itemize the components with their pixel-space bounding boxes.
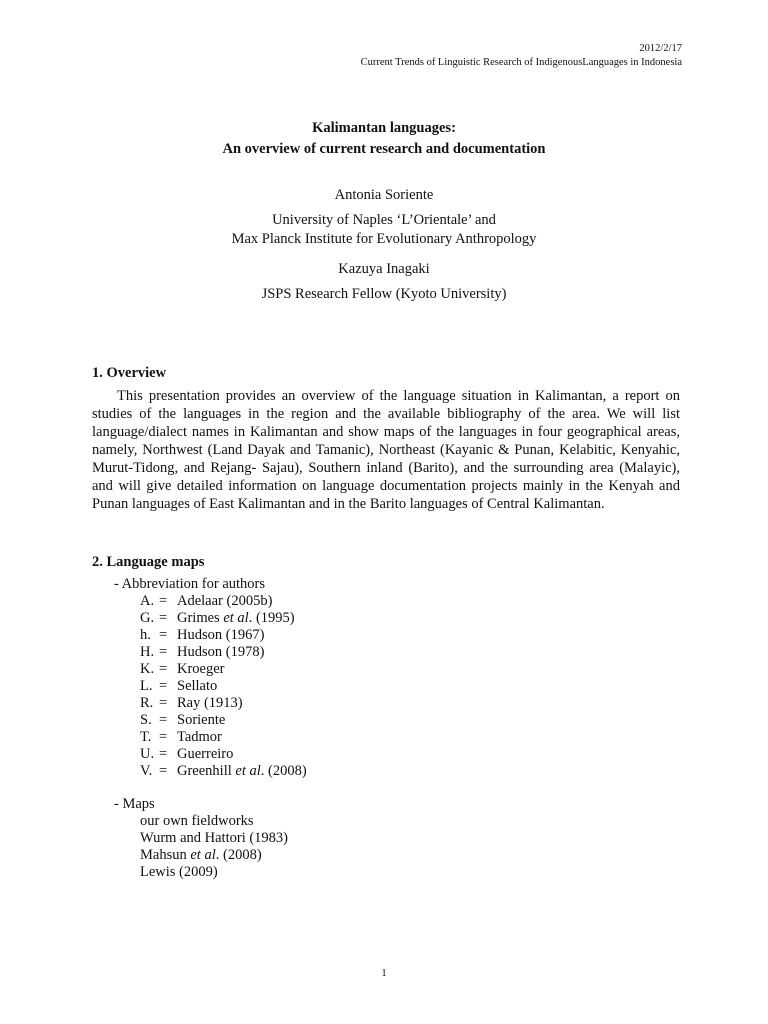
author-text: Greenhill <box>177 763 236 779</box>
abbreviation-author <box>177 661 225 677</box>
abbreviation-author <box>177 712 225 728</box>
author-text: Soriente <box>177 712 226 728</box>
map-source-item <box>140 864 680 881</box>
equals-sign: = <box>159 627 168 643</box>
section-heading: 2. Language maps <box>92 554 205 570</box>
abbreviation-author <box>177 678 217 694</box>
abbreviation-key: V. <box>140 763 153 779</box>
abbreviation-item <box>140 661 680 678</box>
abbreviation-author <box>177 593 272 609</box>
author-text: Ray (1913) <box>177 695 243 711</box>
overview-section <box>92 364 680 513</box>
equals-sign: = <box>159 712 168 728</box>
abbreviation-item <box>140 593 680 610</box>
author-text: Adelaar (2005b) <box>177 593 273 609</box>
abbreviation-author <box>177 627 264 643</box>
maps-list <box>92 813 680 881</box>
overview-paragraph: This presentation provides an overview of the language situation in Kalimantan, a report on studies of the languages in the region and the available bibliography of the area. We will list language/dialect names in Kalimantan and show maps of the languages in four geographical areas, namely, Northwest (Land Dayak and Tamanic), Northeast (Kayanic & Punan, Kelabitic, Kenyahic, Murut-Tidong, and Rejang- Sajau), Southern inland (Barito), and the surrounding area (Malayic), and will give detailed information on language documentation projects mainly in the Kenyah and Punan languages of East Kalimantan and in the Barito languages of Central Kalimantan. <box>92 388 680 512</box>
author-text: Hudson (1978) <box>177 644 265 660</box>
abbreviation-author <box>177 695 243 711</box>
equals-sign: = <box>159 695 168 711</box>
map-source-text: Wurm and Hattori (1983) <box>140 830 289 846</box>
abbreviation-author <box>177 763 307 779</box>
abbreviation-item <box>140 712 680 729</box>
maps-heading: - Maps <box>114 796 155 812</box>
abbreviation-item <box>140 695 680 712</box>
abbreviation-key: S. <box>140 712 152 728</box>
abbreviation-key: T. <box>140 729 152 745</box>
author-affiliation: Max Planck Institute for Evolutionary Anthropology <box>231 231 537 247</box>
abbreviation-author <box>177 610 295 626</box>
abbreviation-key: U. <box>140 746 155 762</box>
section-heading: 1. Overview <box>92 365 167 381</box>
abbreviation-author <box>177 644 264 660</box>
abbreviation-key: H. <box>140 644 155 660</box>
abbreviation-item <box>140 610 680 627</box>
map-source-year-text: . (2008) <box>215 847 262 863</box>
author-year-text: . (1995) <box>248 610 295 626</box>
equals-sign: = <box>159 644 168 660</box>
language-maps-section <box>92 553 680 881</box>
author-text: Hudson (1967) <box>177 627 265 643</box>
author-year-text: . (2008) <box>260 763 307 779</box>
author-affiliation: University of Naples ‘L’Orientale’ and <box>272 212 496 228</box>
equals-sign: = <box>159 610 168 626</box>
abbreviation-list <box>92 593 680 780</box>
abbreviation-item <box>140 763 680 780</box>
abbreviation-author <box>177 746 233 762</box>
abbreviation-key: G. <box>140 610 155 626</box>
map-source-text: Lewis (2009) <box>140 864 218 880</box>
author-text: Guerreiro <box>177 746 234 762</box>
map-source-item <box>140 830 680 847</box>
abbreviations-heading: - Abbreviation for authors <box>114 576 266 592</box>
equals-sign: = <box>159 746 168 762</box>
equals-sign: = <box>159 763 168 779</box>
page-number: 1 <box>381 967 387 979</box>
author-text: Grimes <box>177 610 224 626</box>
author-affiliation: JSPS Research Fellow (Kyoto University) <box>261 286 507 302</box>
header-date: 2012/2/17 <box>639 43 682 54</box>
author-name: Antonia Soriente <box>334 187 434 203</box>
abbreviation-key: L. <box>140 678 153 694</box>
title-line-1: Kalimantan languages: <box>312 120 456 136</box>
abbreviation-item <box>140 746 680 763</box>
equals-sign: = <box>159 729 168 745</box>
abbreviation-key: R. <box>140 695 154 711</box>
equals-sign: = <box>159 661 168 677</box>
title-line-2: An overview of current research and documentation <box>222 141 546 157</box>
author-italic-text: et al <box>223 610 249 626</box>
equals-sign: = <box>159 678 168 694</box>
abbreviation-key: K. <box>140 661 155 677</box>
map-source-text: Mahsun <box>140 847 191 863</box>
equals-sign: = <box>159 593 168 609</box>
abbreviation-item <box>140 678 680 695</box>
map-source-item <box>140 847 680 864</box>
author-italic-text: et al <box>235 763 261 779</box>
header-conference: Current Trends of Linguistic Research of IndigenousLanguages in Indonesia <box>360 57 682 68</box>
abbreviation-author <box>177 729 222 745</box>
author-block <box>0 186 768 304</box>
abbreviation-item <box>140 729 680 746</box>
map-source-italic-text: et al <box>190 847 216 863</box>
abbreviation-item <box>140 644 680 661</box>
map-source-item <box>140 813 680 830</box>
abbreviation-key: A. <box>140 593 155 609</box>
author-text: Sellato <box>177 678 218 694</box>
author-name: Kazuya Inagaki <box>338 261 430 277</box>
map-source-text: our own fieldworks <box>140 813 254 829</box>
author-text: Kroeger <box>177 661 225 677</box>
author-text: Tadmor <box>177 729 222 745</box>
abbreviation-item <box>140 627 680 644</box>
paper-title <box>0 118 768 160</box>
running-header <box>361 42 682 70</box>
abbreviation-key: h. <box>140 627 151 643</box>
